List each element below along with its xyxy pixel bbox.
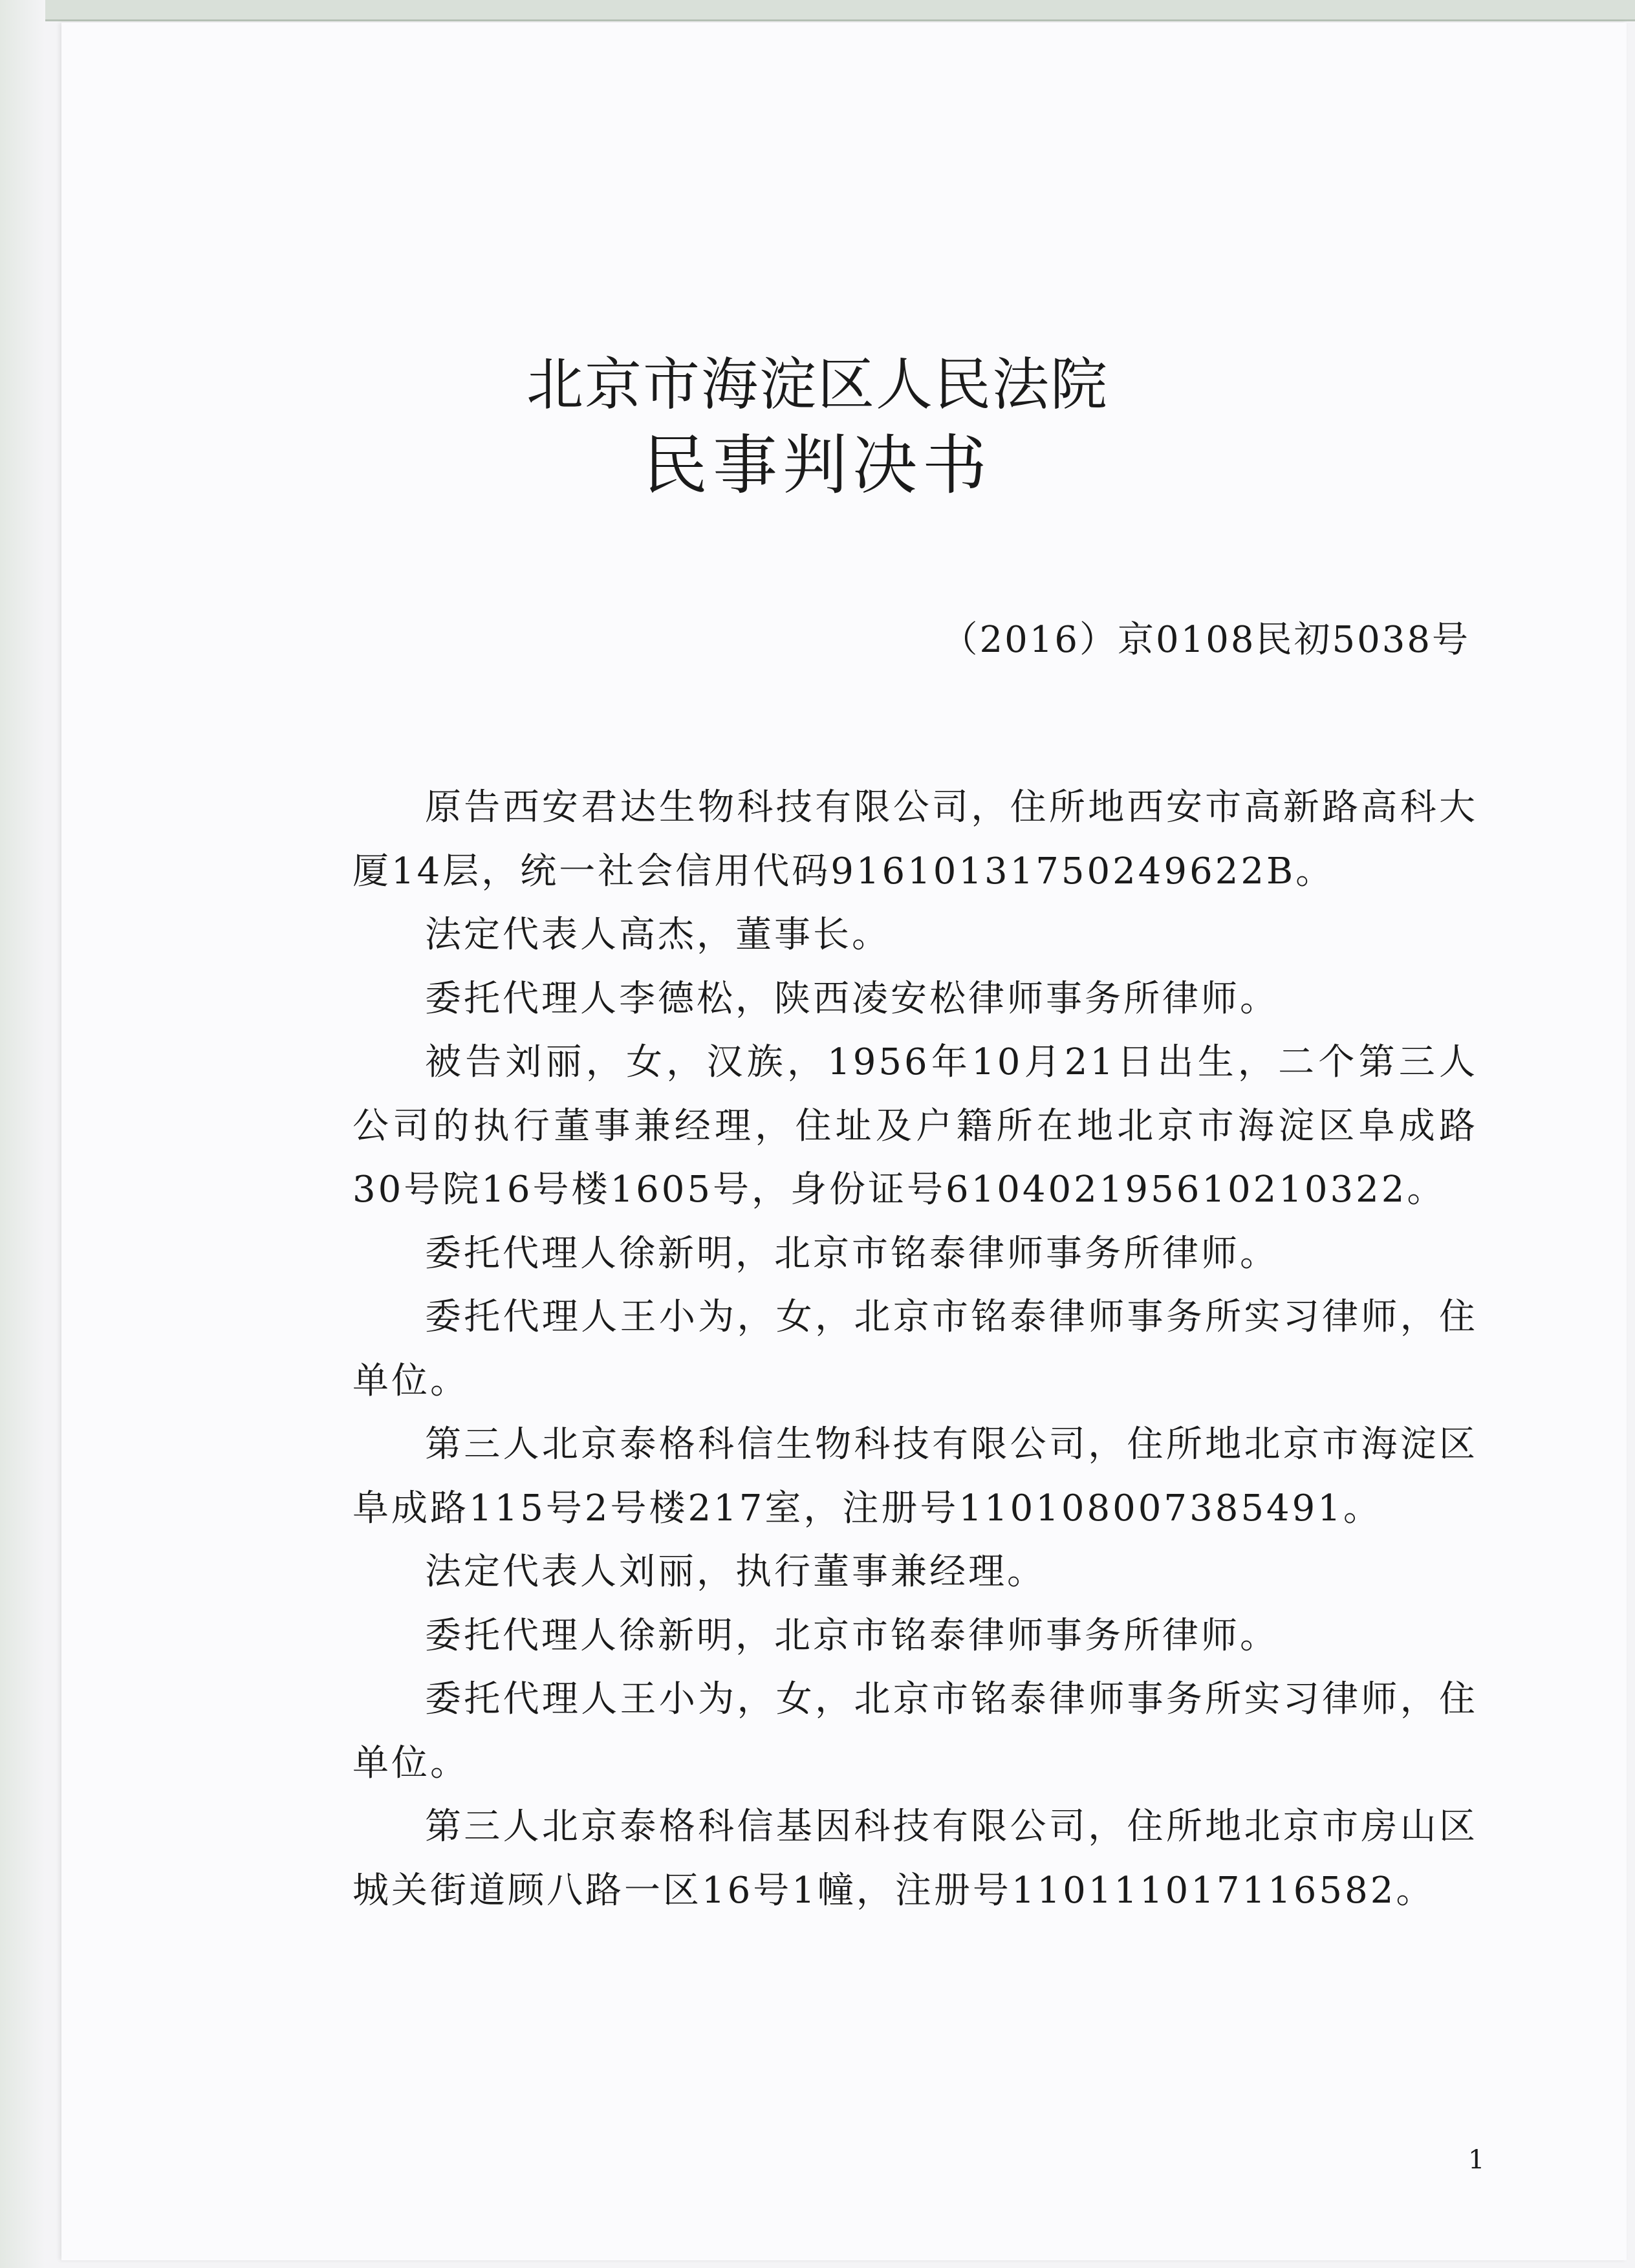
page-number: 1: [1468, 2145, 1485, 2175]
case-number: （2016）京0108民初5038号: [941, 619, 1470, 661]
paragraph-plaintiff: 原告西安君达生物科技有限公司，住所地西安市高新路高科大厦14层，统一社会信用代码91610131750249622B。: [352, 786, 1478, 892]
document-title: 民事判决书: [643, 427, 992, 503]
court-name: 北京市海淀区人民法院: [526, 351, 1109, 418]
paragraph-third-party-1-agent-2: 委托代理人王小为，女，北京市铭泰律师事务所实习律师，住单位。: [352, 1678, 1478, 1784]
paragraph-defendant-agent-1: 委托代理人徐新明，北京市铭泰律师事务所律师。: [425, 1232, 1279, 1275]
paragraph-defendant-agent-2: 委托代理人王小为，女，北京市铭泰律师事务所实习律师，住单位。: [352, 1296, 1478, 1402]
scan-edge-left: [0, 0, 45, 2268]
paragraph-defendant: 被告刘丽，女，汉族，1956年10月21日出生，二个第三人公司的执行董事兼经理，住址及户籍所在地北京市海淀区阜成路30号院16号楼1605号，身份证号610402195610210322。: [352, 1041, 1478, 1211]
paragraph-plaintiff-agent: 委托代理人李德松，陕西凌安松律师事务所律师。: [425, 977, 1279, 1020]
scan-edge-top: [0, 0, 1635, 21]
paragraph-third-party-2: 第三人北京泰格科信基因科技有限公司，住所地北京市房山区城关街道顾八路一区16号1幢，注册号110111017116582。: [352, 1806, 1478, 1912]
document-body: [352, 776, 1478, 1923]
paragraph-plaintiff-legal-rep: 法定代表人高杰，董事长。: [425, 914, 891, 956]
paragraph-third-party-1: 第三人北京泰格科信生物科技有限公司，住所地北京市海淀区阜成路115号2号楼217室，注册号110108007385491。: [352, 1423, 1478, 1529]
paragraph-third-party-1-agent-1: 委托代理人徐新明，北京市铭泰律师事务所律师。: [425, 1614, 1279, 1657]
paragraph-third-party-1-legal-rep: 法定代表人刘丽，执行董事兼经理。: [425, 1551, 1046, 1593]
